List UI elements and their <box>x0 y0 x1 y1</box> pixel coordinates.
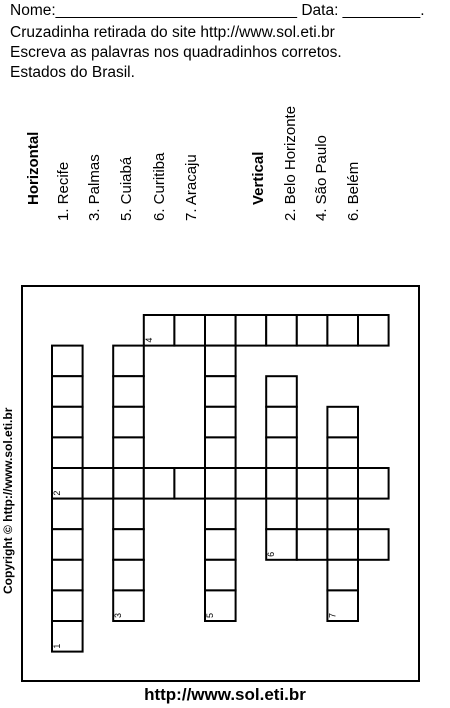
grid-cell[interactable] <box>174 468 205 499</box>
grid-cell[interactable] <box>205 315 236 346</box>
grid-cell[interactable] <box>52 529 83 560</box>
grid-cell[interactable] <box>266 437 297 468</box>
grid-cell[interactable] <box>113 468 144 499</box>
clue-vertical-2: 2. Belo Horizonte <box>282 105 299 221</box>
grid-cell[interactable] <box>358 315 389 346</box>
clue-horizontal-7: 7. Aracaju <box>183 154 200 221</box>
grid-cell[interactable] <box>205 560 236 591</box>
grid-number-6: 6 <box>266 551 277 557</box>
grid-number-3: 3 <box>113 612 124 618</box>
clue-horizontal-5: 5. Cuiabá <box>118 156 135 221</box>
clue-vertical-6: 6. Belém <box>345 161 362 221</box>
grid-cell[interactable] <box>174 315 205 346</box>
grid-cell[interactable] <box>52 560 83 591</box>
grid-number-7: 7 <box>327 612 338 618</box>
instruction-source: Cruzadinha retirada do site http://www.sol.eti.br <box>10 24 335 41</box>
grid-cell[interactable] <box>327 468 358 499</box>
grid-cell[interactable] <box>113 346 144 377</box>
grid-cell[interactable] <box>266 468 297 499</box>
grid-cell[interactable] <box>205 407 236 438</box>
grid-cell[interactable] <box>297 529 328 560</box>
grid-cell[interactable] <box>113 376 144 407</box>
grid-cell[interactable] <box>236 315 267 346</box>
copyright-text: Copyright © http://www.sol.eti.br <box>1 407 15 594</box>
grid-cell[interactable] <box>113 407 144 438</box>
grid-cell[interactable] <box>52 437 83 468</box>
grid-number-5: 5 <box>205 612 215 618</box>
grid-cell[interactable] <box>113 437 144 468</box>
grid-cell[interactable] <box>52 590 83 621</box>
grid-number-2: 2 <box>52 490 62 496</box>
grid-cell[interactable] <box>327 437 358 468</box>
clue-vertical-4: 4. São Paulo <box>313 135 330 221</box>
grid-cell[interactable] <box>52 499 83 530</box>
grid-cell[interactable] <box>205 529 236 560</box>
grid-cell[interactable] <box>297 468 328 499</box>
grid-cell[interactable] <box>52 407 83 438</box>
vertical-title: Vertical <box>250 151 267 205</box>
horizontal-title: Horizontal <box>25 131 42 205</box>
grid-cell[interactable] <box>205 468 236 499</box>
grid-cell[interactable] <box>205 437 236 468</box>
grid-cell[interactable] <box>83 468 114 499</box>
grid-cell[interactable] <box>266 499 297 530</box>
grid-number-1: 1 <box>52 643 62 649</box>
topic-title: Estados do Brasil. <box>10 64 135 81</box>
grid-cell[interactable] <box>327 529 358 560</box>
grid-cell[interactable] <box>327 499 358 530</box>
grid-cell[interactable] <box>327 407 358 438</box>
grid-cell[interactable] <box>297 315 328 346</box>
grid-cell[interactable] <box>266 376 297 407</box>
clue-horizontal-6: 6. Curitiba <box>151 152 168 221</box>
grid-cell[interactable] <box>144 468 175 499</box>
clue-horizontal-1: 1. Recife <box>55 161 72 221</box>
grid-cell[interactable] <box>113 499 144 530</box>
grid-cell[interactable] <box>358 529 389 560</box>
grid-cell[interactable] <box>52 346 83 377</box>
footer-url: http://www.sol.eti.br <box>144 685 306 704</box>
grid-cell[interactable] <box>266 407 297 438</box>
instruction-write: Escreva as palavras nos quadradinhos corretos. <box>10 44 342 61</box>
grid-cell[interactable] <box>113 529 144 560</box>
grid-cell[interactable] <box>266 315 297 346</box>
grid-cell[interactable] <box>205 499 236 530</box>
grid-cell[interactable] <box>327 560 358 591</box>
grid-cell[interactable] <box>52 376 83 407</box>
grid-number-4: 4 <box>143 337 154 343</box>
grid-cell[interactable] <box>205 376 236 407</box>
clue-horizontal-3: 3. Palmas <box>86 154 103 221</box>
grid-cell[interactable] <box>327 315 358 346</box>
grid-cell[interactable] <box>205 346 236 377</box>
grid-cell[interactable] <box>236 468 267 499</box>
grid-cell[interactable] <box>113 560 144 591</box>
grid-cell[interactable] <box>358 468 389 499</box>
name-date-line: Nome:____________________________ Data: _________. <box>10 2 425 19</box>
